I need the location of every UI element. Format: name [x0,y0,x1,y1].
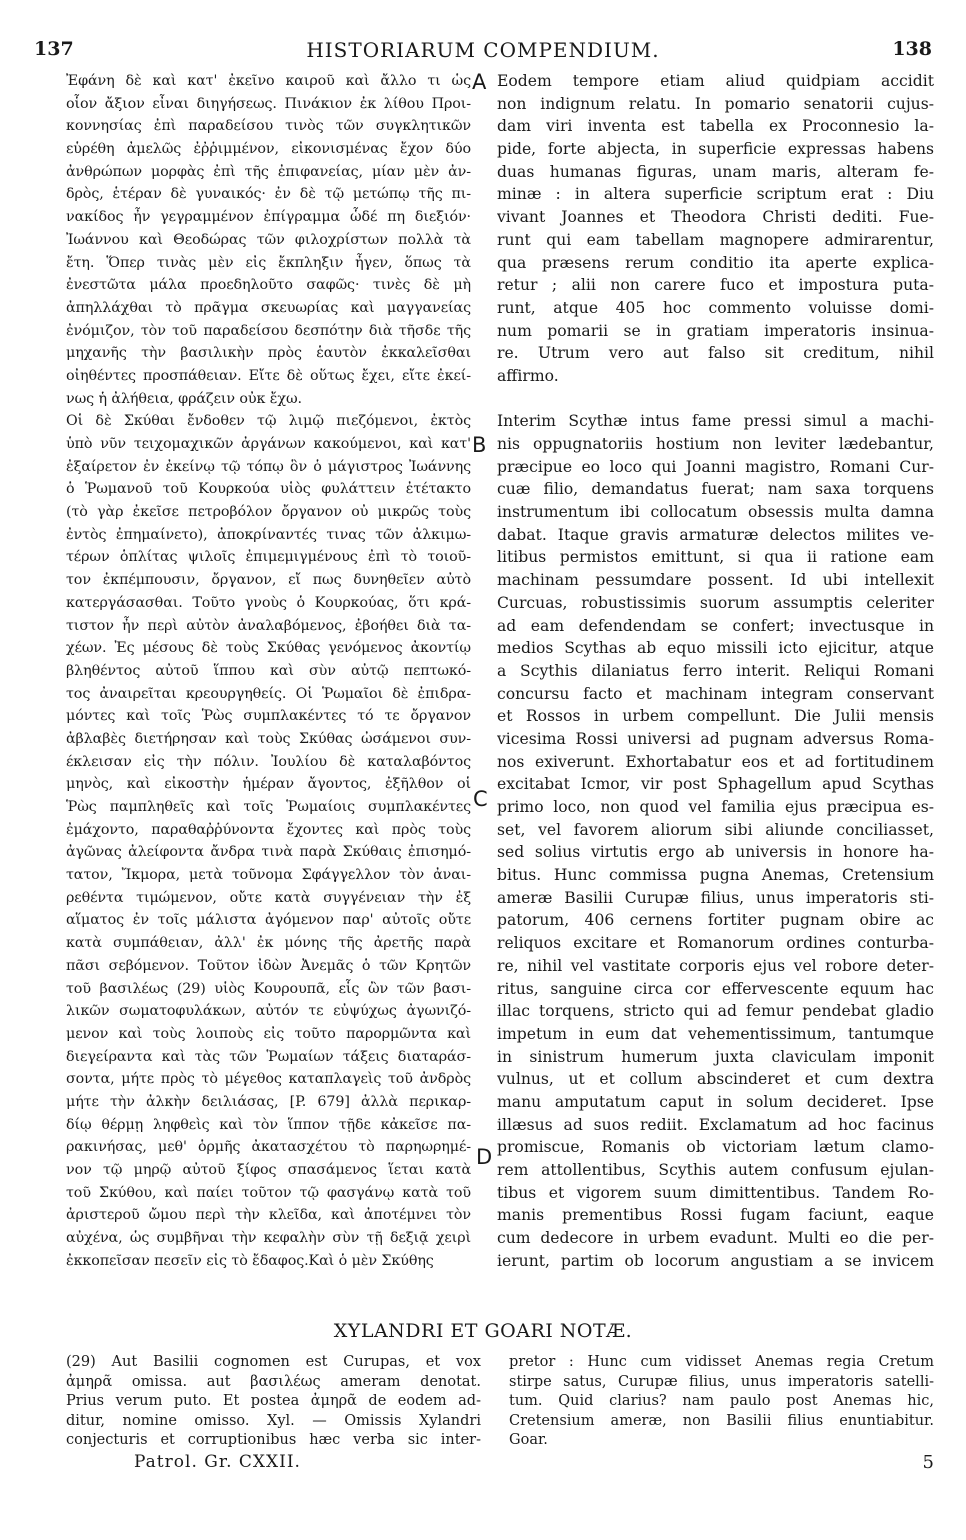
text-line: οἷον ἄξιον εἶναι διηγήσεως. Πινάκιον ἐκ λίθου Προι- [66,95,471,112]
greek-text-column [66,70,471,1272]
text-line: κοννησίας ἐπὶ παραδείσου τινὸς τῶν συγκλητικῶν [66,118,471,135]
text-line: stirpe satus, Curupæ filius, unus imperatoris satelli- [509,1373,934,1390]
margin-marker-a: A [472,70,487,94]
text-line: σοντα, μήτε πρὸς τὸ μέγεθος καταπλαγεὶς τοῦ ἀνδρὸς [66,1071,471,1088]
text-line: pide, forte abjecta, in superficie expressas habens [497,140,934,159]
text-line: num pomarii se in gratiam imperatoris insinua- [497,321,934,340]
text-line: τιστον ἦν περὶ αὐτὸν ἀναλαβόμενος, ἐβοήθει διὰ τα- [66,617,471,634]
page-number-left: 137 [34,38,74,60]
text-line: οἰηθέντες προσπάθειαν. Εἴτε δὲ οὕτως ἔχει, εἴτε ἐκεί- [66,367,471,384]
text-line: Ἰωάννου καὶ Θεοδώρας τῶν φιλοχρίστων πολλὰ τὰ [66,231,471,248]
text-line: μηνὸς, καὶ εἰκοστὴν ἡμέραν ἄγοντος, ἐξῆλθον οἱ [66,776,471,793]
text-line: nos exiverunt. Exhortabatur eos et ad fortitudinem [497,752,934,771]
text-line: νως ἡ ἀλήθεια, φράζειν οὐκ ἔχω. [66,390,302,407]
text-line: duas humanas figuras, unam maris, alteram fe- [497,162,934,181]
text-line: nis oppugnatoriis hostium non leviter lædebantur, [497,435,934,453]
text-line: illæsus ad suos rediit. Exclamatum ad hoc facinus [497,1115,934,1134]
text-line: runt qui eam tabellam magnopere admirarentur, [497,230,934,249]
text-line: impetum in eum dat vehementissimum, tantumque [497,1024,934,1043]
text-line: bitus. Hunc commissa pugna Anemas, Cretensium [497,866,934,885]
text-line: ritus, sanguine circa cor effervescente equum hac [497,979,934,998]
text-line: Curcuas, robustissimis suorum assumptis celeriter [497,593,934,612]
text-line: ὁ Ῥωμανοῦ τοῦ Κουρκούα υἱὸς φυλάττειν ἐτέτακτο [66,481,471,498]
page-number-right: 138 [892,38,932,60]
text-line: έκλεισαν εἰς τὴν πόλιν. Ἰουλίου δὲ καταλαβόντος [66,753,471,770]
text-line: δίῳ θέρμῃ ληφθεὶς καὶ τὸν ἵππον τῇδε κἀκεῖσε πα- [66,1116,471,1133]
text-line: et Rossos in urbem compellunt. Die Julii mensis [497,707,934,726]
text-line: κατὰ συμπάθειαν, ἀλλ' ἐκ μόνης τῆς ἀρετῆς παρὰ [66,935,471,952]
text-line: vivant Joannes et Theodora Christi dediti. Fue- [497,208,934,227]
margin-marker-b: B [472,433,487,457]
text-line: Interim Scythæ intus fame pressi simul a machi- [497,412,934,431]
text-line: qua præsens rerum conditio ita aperte explica- [497,253,934,272]
text-line: τοῦ βασιλέως (29) υἱὸς Κουρουπᾶ, εἷς ὢν τῶν βασι- [66,980,471,997]
text-line: ameræ Basilii Curupæ filius, unus imperatoris sti- [497,888,934,907]
running-title: HISTORIARUM COMPENDIUM. [306,38,660,62]
text-line: dabat. Itaque gravis armaturæ delectos milites ve- [497,525,934,544]
text-line: tibus et vigorem suum dimittentibus. Tandem Ro- [497,1183,934,1202]
text-line: Ῥὼς παμπληθεῖς καὶ τοῖς Ῥωμαίοις συμπλακέντες [66,799,471,815]
text-line: vulnus, ut et collum abscinderet et cum dextra [497,1070,934,1089]
text-line: illac torquens, stricto qui ad femur pendebat gladio [497,1002,934,1021]
text-line: ἀβλαβὲς διετήρησαν καὶ τοὺς Σκύθας ὠσάμενοι συν- [66,730,471,747]
text-line: non indignum relatu. In pomario senatorii cujus- [497,94,934,113]
margin-marker-c: C [473,787,488,811]
text-line: νον τῷ μηρῷ αὐτοῦ ξίφος σπασάμενος ἵεται κατὰ [66,1162,471,1178]
text-line: instrumentum ibi collocatum obsessis multa damna [497,503,934,522]
text-line: διεγείραντα καὶ τὰς τῶν Ῥωμαίων τάξεις διαταράσ- [66,1048,471,1065]
text-line: re, nihil vel vastitate corporis ejus vel robore deter- [497,956,934,975]
text-line: ρεθέντα τιμώμενον, οὔτε κατὰ συγγένειαν τὴν ἐξ [66,889,471,906]
text-line: τοῦ Σκύθου, καὶ παίει τοῦτον τῷ φασγάνῳ κατὰ τοῦ [66,1184,471,1201]
text-line: ἔτη. Ὅπερ τινὰς μὲν εἰς ἔκπληξιν ἦγεν, ὅπως τὰ [66,254,471,271]
text-line: præcipue eo loco qui Joanni magistro, Romani Cur- [497,457,934,476]
page-footer [134,1452,934,1478]
text-line: sed solius virtutis ergo ab universis in honore ha- [497,843,934,862]
text-line: Goar. [509,1432,548,1448]
text-line: Cretensium ameræ, non Basilii filius enuntiabitur. [509,1412,934,1429]
text-line: a Scythis dilaniatus ferro interit. Reliqui Romani [497,661,934,680]
text-line: (29) Aut Basilii cognomen est Curupas, et vox [66,1354,481,1370]
text-line: τατον, Ἴκμορα, μετὰ τοῦνομα Σφάγγελλον τὸν ἀναι- [66,867,471,884]
text-line: αὐχένα, ὡς συμβῆναι τὴν κεφαλὴν σὺν τῇ δεξιᾷ χειρὶ [66,1230,471,1247]
text-line: set, vel favorem aliorum sibi aliunde conciliasset, [497,820,934,839]
text-line: ἐξαίρετον ἐν ἐκείνῳ τῷ τόπῳ ὃν ὁ μάγιστρος Ἰωάννης [66,458,471,475]
signature-mark: Patrol. Gr. CXXII. [134,1452,301,1472]
text-line: concursu facto et machinam integram conservant [497,684,934,703]
text-line: medios Scythas ab equo missili icto ejicitur, atque [497,639,934,658]
text-line: reliquos excitare et Romanorum ordines conturba- [497,934,934,953]
text-line: μενον καὶ τοὺς λοιποὺς εἰς τοῦτο παρορμῶντα καὶ [66,1025,471,1042]
text-line: πᾶσι σεβόμενον. Τοῦτον ἰδὼν Ἀνεμᾶς ὁ τῶν Κρητῶν [66,957,471,974]
text-line [497,388,934,411]
notes-title: XYLANDRI ET GOARI NOTÆ. [333,1320,633,1342]
text-line: pretor : Hunc cum vidisset Anemas regia Cretum [509,1354,934,1370]
text-line: manis prementibus Rossi fugam faciunt, eaque [497,1206,934,1225]
text-line: cum dedecore in urbem evadunt. Multi eo die per- [497,1229,934,1248]
text-line: κατεργάσασθαι. Τοῦτο γνοὺς ὁ Κουρκούας, ὅτι κρά- [66,594,471,611]
text-line: τος ἀναιρεῖται κρεουργηθείς. Οἱ Ῥωμαῖοι δὲ ἐπιδρα- [66,685,471,702]
text-line: ad eam defendendam se confert; invectusque in [497,616,934,635]
text-line: ἐνεστῶτα μάλα προεδηλοῦτο σαφῶς· τινὲς δὲ μὴ [66,277,471,294]
text-line: ἐμάχοντο, παραθαῤῥύνοντα ἔχοντες καὶ πρὸς τοὺς [66,821,471,838]
text-line: conjecturis et corruptionibus hæc verba sic inter- [66,1432,481,1448]
text-line: affirmo. [497,366,559,385]
text-line: dam viri inventa est tabella ex Proconnesio la- [497,117,934,136]
text-line: ἐντὸς ἐπημαίνετο), ἀποκρίναντές τινας τῶν ἀλκιμω- [66,526,471,543]
text-line: εὑρέθη ἀμελῶς ἐῤῥιμμένον, εἰκονισμένας ἔχον δύο [66,141,471,158]
text-line: μηχανῆς τὴν βασιλικὴν πρὸς ἑαυτὸν ἐκκαλεῖσθαι [66,345,471,362]
text-line: (τὸ γὰρ ἐκεῖσε πετροβόλον ὄργανον οὐ μικρῶς τοὺς [66,504,471,521]
text-line: vicesima Rossi universi ad pugnam adversus Roma- [497,729,934,748]
text-line: δρὸς, ἑτέραν δὲ γυναικός· ἐν δὲ τῷ μετώπῳ τῆς πι- [66,186,471,203]
text-line: βληθέντος αὐτοῦ ἵππου καὶ σὺν αὐτῷ πεπτωκό- [66,662,471,679]
text-line: ἐνόμιζον, τὸν τοῦ παραδείσου δεσπότην διὰ τῆσδε τῆς [66,322,471,339]
text-line: ἐκκοπεῖσαν πεσεῖν εἰς τὸ ἔδαφος.Καὶ ὁ μὲν Σκύθης [66,1252,434,1269]
text-line: τον ἐκπέμπουσιν, ὄργανον, εἴ πως δυνηθεῖεν αὐτὸ [66,572,471,589]
text-line: αἵματος ἐν τοῖς μάλιστα ἀγόμενον παρ' αὐτοῖς οὔτε [66,912,471,929]
text-line: ἀπηλλάχθαι τὸ πρᾶγμα σκευωρίας καὶ μαγγανείας [66,299,471,316]
text-line: Ἐφάνη δὲ καὶ κατ' ἐκεῖνο καιροῦ καὶ ἄλλο τι ὡς [66,73,471,89]
text-line: runt, atque 405 hoc commento voluisse domi- [497,298,934,317]
margin-marker-d: D [476,1145,493,1169]
text-line: ἀνθρώπων μορφὰς ἐπὶ τῆς ἐπιφανείας, μίαν μὲν ἀν- [66,163,471,180]
text-line: minæ : in altera superficie scriptum erat : Diu [497,185,934,204]
text-line: patorum, 406 cernens fortiter pugnam obire ac [497,911,934,930]
text-line: excitabat Icmor, vir post Sphagellum apud Scythas [497,775,934,794]
signature-number: 5 [922,1452,934,1473]
text-line: ditur, nomine omisso. Xyl. — Omissis Xylandri [66,1412,481,1429]
text-line: litibus permistos emittunt, si qua ii ratione eam [497,548,934,567]
text-line: νακίδος ἦν γεγραμμένον ἐπίγραμμα ὧδέ πη διεξιόν· [66,209,471,226]
text-line: ierunt, partim ob locorum angustiam a se invicem [497,1251,934,1270]
text-line: ὑπὸ νῦν τειχομαχικῶν ἀργάνων κακούμενοι, καὶ κατ' [66,436,471,452]
text-line: ρακινήσας, μεθ' ὁρμῆς ἀκατασχέτου τὸ παρηωρημέ- [66,1139,471,1156]
text-line: primo loco, non quod vel familia ejus præcipua es- [497,798,934,816]
text-line: μόντες καὶ τοῖς Ῥὼς συμπλακέντες τό τε ὄργανον [66,708,471,725]
text-line: ἀμηρᾶ omissa. aut βασιλέως ameram denotat. [66,1373,481,1390]
text-line: retur ; alii non carere fuco et impostura puta- [497,276,934,295]
text-line: rem attollentibus, Scythis autem confusum ejulan- [497,1161,934,1179]
text-line: μήτε τὴν ἀλκὴν δειλιάσας, [P. 679] ἀλλὰ περικαρ- [66,1093,471,1110]
text-line: λικῶν σωματοφυλάκων, αὐτόν τε εὐψύχως ἀγωνιζό- [66,1003,471,1020]
text-line: re. Utrum vero aut falso sit creditum, nihil [497,344,934,363]
notes-left-column [66,1353,481,1451]
text-line: Prius verum puto. Et postea ἀμηρᾶ de eodem ad- [66,1393,481,1409]
text-line: promiscue, Romanis ob victoriam lætum clamo- [497,1138,934,1157]
text-line: χέων. Ἐς μέσους δὲ τοὺς Σκύθας γενόμενος ἀκοντίῳ [66,640,471,657]
text-line: cuæ filio, demandatus fuerat; nam saxa torquens [497,480,934,499]
text-line: ἀγῶνας ἀλείφοντα ἄνδρα τινὰ παρὰ Σκύθαις ἐπισημό- [66,844,471,861]
text-line: τέρων ὁπλίτας ψιλοῖς ἐπιμεμιγμένους ἐπὶ τὸ τοιοῦ- [66,549,471,566]
notes-right-column [509,1353,934,1451]
text-line: Eodem tempore etiam aliud quidpiam accidit [497,72,934,90]
text-line: ἀριστεροῦ ὤμου περὶ τὴν κλεῖδα, καὶ ἀποτέμνει τὸν [66,1207,471,1224]
text-line: tum. Quid clarius? nam paulo post Anemas hic, [509,1393,934,1409]
latin-text-column [497,70,934,1272]
page-header [34,38,932,64]
text-line: in sinistrum humerum juxta claviculam imponit [497,1047,934,1066]
text-line: Οἱ δὲ Σκύθαι ἔνδοθεν τῷ λιμῷ πιεζόμενοι, ἐκτὸς [66,413,471,430]
text-line: machinam pessumdare possent. Id ubi intellexit [497,571,934,590]
text-line: manu amputatum caput in solum decideret. Ipse [497,1092,934,1111]
